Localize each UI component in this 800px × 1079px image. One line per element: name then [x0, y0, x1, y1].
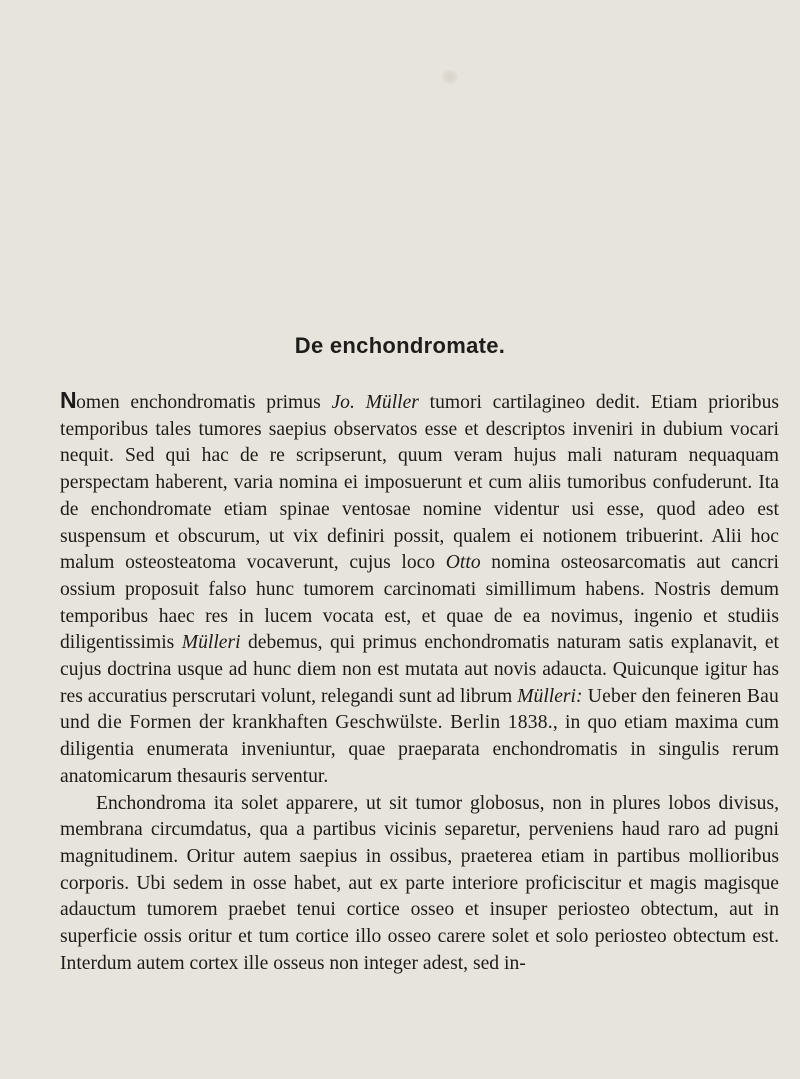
author-name-mulleri: Mülleri: [181, 632, 241, 654]
drop-cap: N: [60, 387, 77, 413]
author-name-otto: Otto: [445, 552, 481, 574]
paragraph-1-segment: tumori cartilagineo dedit. Etiam prioribus temporibus tales tumores saepius observatos esse et descriptos inveniri in dubium vocari nequit. Sed qui hac de re scripserunt, quum veram hujus mali naturam nequaquam perspectam haberent, varia nomina ei imposuerunt et cum aliis tumoribus confuderunt. Ita de enchondromate etiam spinae ventosae nomine videntur usi esse, quod adeo est suspensum et obscurum, ut vix definiri possit, qualem ei notionem tribuerint. Alii hoc malum osteosteatoma vocaverunt, cujus loco: [60, 392, 779, 574]
paper-stain: [442, 70, 458, 84]
body-text: [60, 387, 779, 977]
paragraph-2: Enchondroma ita solet apparere, ut sit tumor globosus, non in plures lobos divisus, membrana circumdatus, qua a partibus vicinis separetur, perveniens haud raro ad pugni magnitudinem. Oritur autem saepius in ossibus, praeterea etiam in partibus mollioribus corporis. Ubi sedem in osse habet, aut ex parte interiore proficiscitur et magis magisque adauctum tumorem praebet tenui cortice osseo et insuper periosteo obtectum, aut in superficie ossis oritur et tum cortice illo osseo carere solet et solo periosteo obtectum est. Interdum autem cortex ille osseus non integer adest, sed in-: [60, 792, 779, 974]
paragraph-1-segment: nomina osteosarcomatis aut cancri ossium proposuit falso hunc tumorem carcinomati simillimum habens. Nostris demum temporibus haec res in lucem vocata est, et quae de ea novimus, ingenio et studiis diligentissimis: [60, 552, 779, 654]
paragraph-1-segment: debemus, qui primus enchondromatis naturam satis explanavit, et cujus doctrina usque ad hunc diem non est mutata aut novis adaucta. Quicunque igitur has res accuratius perscrutari volunt, relegandi sunt ad librum: [60, 632, 779, 707]
paragraph-1-segment: omen enchondromatis primus: [76, 392, 332, 413]
paragraph-1: [60, 387, 779, 791]
author-name-muller: Jo. Müller: [331, 392, 419, 413]
paragraph-1-segment: , in quo etiam maxima cum diligentia enumerata inveniuntur, quae praeparata enchondromatis in singulis rerum anatomicarum thesauris serventur.: [60, 712, 779, 787]
book-reference-author: Mülleri:: [517, 685, 583, 707]
book-reference-title: Ueber den feineren Bau und die Formen der krankhaften Geschwülste. Berlin 1838.: [60, 685, 779, 734]
page-title: De enchondromate.: [294, 333, 506, 358]
